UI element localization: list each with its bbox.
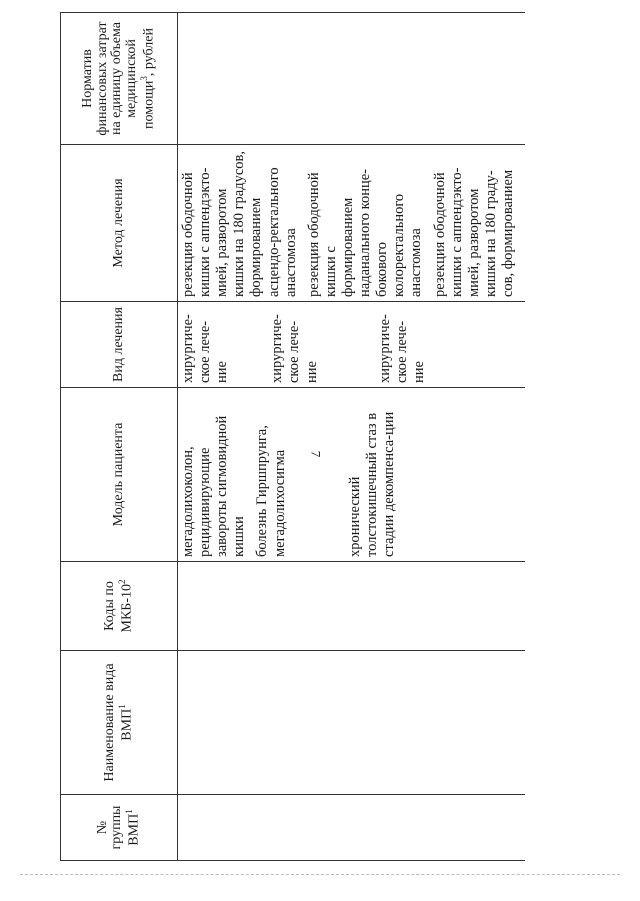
row-2-method: резекция ободочной кишки с формированием наданального конце-бокового колоректального анастомоза [305,169,425,297]
cell-name [178,651,526,795]
header-name: Наименование вида ВМП$^1$ [61,651,178,795]
row-2-model: болезнь Гиршпрунга, мегадолихосигма [254,425,288,557]
header-codes: Коды по МКБ-$10^2$ [61,562,178,651]
cell-codes [178,562,526,651]
header-type: Вид лечения [61,302,178,388]
header-model: Модель пациента [61,388,178,562]
cell-norm [178,13,526,145]
row-1-model: мегадолихоколон, рецидивирующие завороты сигмовидной кишки [180,415,248,557]
header-norm: Норматив финансовых затрат на единицу объема медицинской помощи$^3$, рублей [61,13,178,145]
header-method: Метод лечения [61,145,178,302]
rotated-table [60,21,516,861]
row-3-method: резекция ободочной кишки с аппендэкто-мией, разворотом кишки на 180 граду-сов, формированием [431,167,516,297]
cell-group [178,795,526,861]
cell-model [178,388,526,562]
header-group: № группы ВМП$^1$ [61,795,178,861]
row-1-method: резекция ободочной кишки с аппендэкто-мией, разворотом кишки на 180 градусов, формированием асцендо-ректального анастомоза [180,150,299,297]
page-number: 7 [308,450,324,458]
header-row [61,13,178,861]
row-3-type: хирургиче-ское лече-ние [376,314,427,383]
treatment-table [60,12,525,861]
row-1-type: хирургиче-ское лече-ние [180,314,231,383]
scan-edge-line [20,874,620,875]
cell-type [178,302,526,388]
cell-method [178,145,526,302]
row-2-type: хирургиче-ское лече-ние [269,314,320,383]
row-3-model: хронический толстокишечный стаз в стадии декомпенса-ции [346,411,397,557]
table-row [178,13,526,861]
